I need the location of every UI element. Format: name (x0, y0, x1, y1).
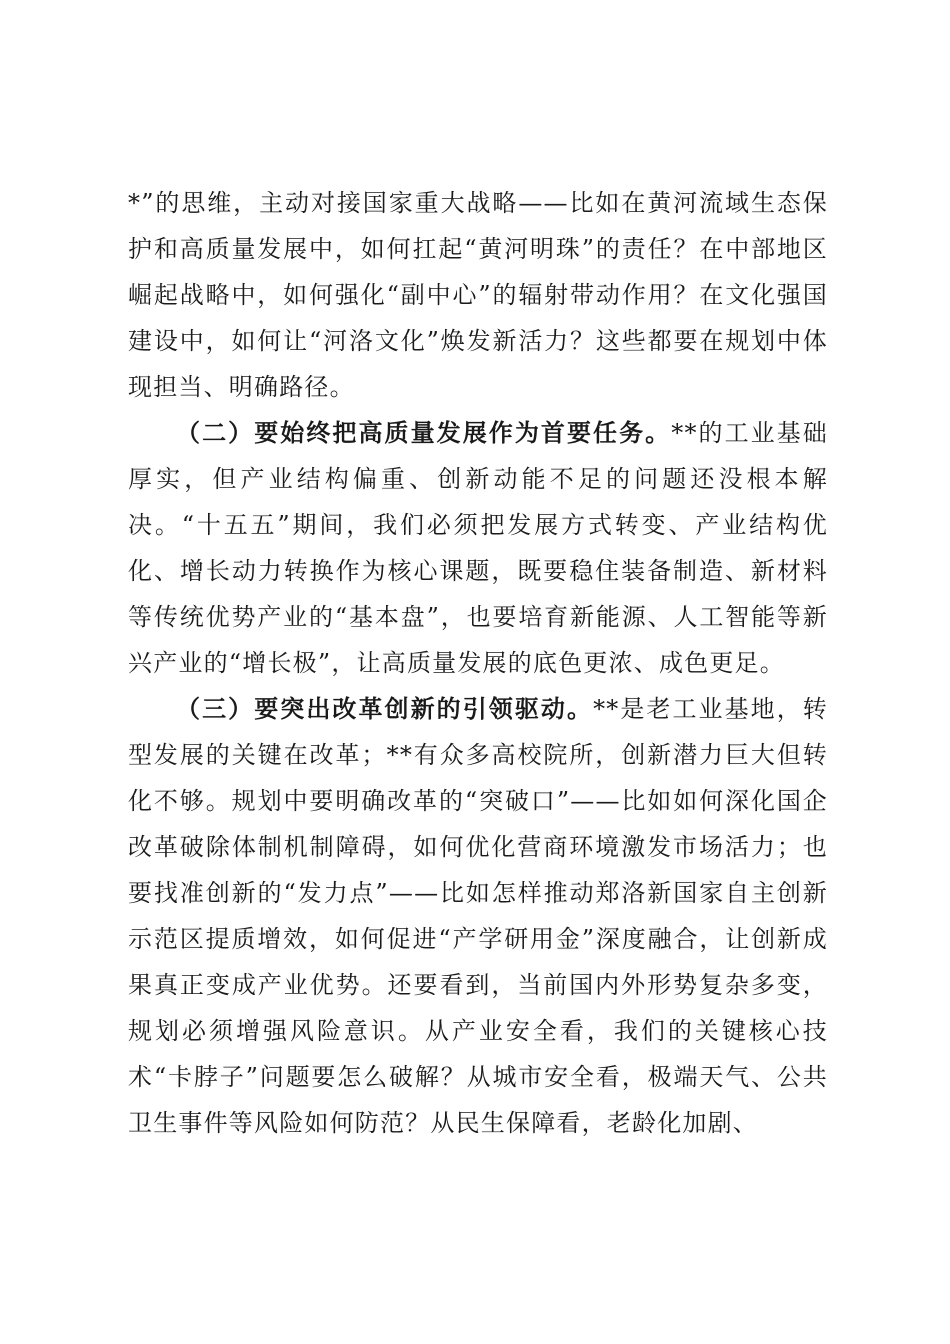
paragraph-text: *”的思维，主动对接国家重大战略——比如在黄河流域生态保护和高质量发展中，如何扛起“黄河明珠”的责任？在中部地区崛起战略中，如何强化“副中心”的辐射带动作用？在文化强国建设中，如何让“河洛文化”焕发新活力？这些都要在规划中体现担当、明确路径。 (128, 189, 828, 401)
paragraph-text: **是老工业基地，转型发展的关键在改革；**有众多高校院所，创新潜力巨大但转化不够。规划中要明确改革的“突破口”——比如如何深化国企改革破除体制机制障碍，如何优化营商环境激发市场活力；也要找准创新的“发力点”——比如怎样推动郑洛新国家自主创新示范区提质增效，如何促进“产学研用金”深度融合，让创新成果真正变成产业优势。还要看到，当前国内外形势复杂多变，规划必须增强风险意识。从产业安全看，我们的关键核心技术“卡脖子”问题要怎么破解？从城市安全看，极端天气、公共卫生事件等风险如何防范？从民生保障看，老龄化加剧、 (128, 695, 829, 1137)
document-body (128, 180, 828, 1146)
paragraph-section-3 (128, 686, 828, 1146)
paragraph-continuation (128, 180, 828, 410)
paragraph-section-2 (128, 410, 828, 686)
paragraph-text: **的工业基础厚实，但产业结构偏重、创新动能不足的问题还没根本解决。“十五五”期间，我们必须把发展方式转变、产业结构优化、增长动力转换作为核心课题，既要稳住装备制造、新材料等传统优势产业的“基本盘”，也要培育新能源、人工智能等新兴产业的“增长极”，让高质量发展的底色更浓、成色更足。 (128, 419, 828, 677)
section-heading: （三）要突出改革创新的引领驱动。 (176, 695, 594, 723)
section-heading: （二）要始终把高质量发展作为首要任务。 (176, 419, 672, 447)
